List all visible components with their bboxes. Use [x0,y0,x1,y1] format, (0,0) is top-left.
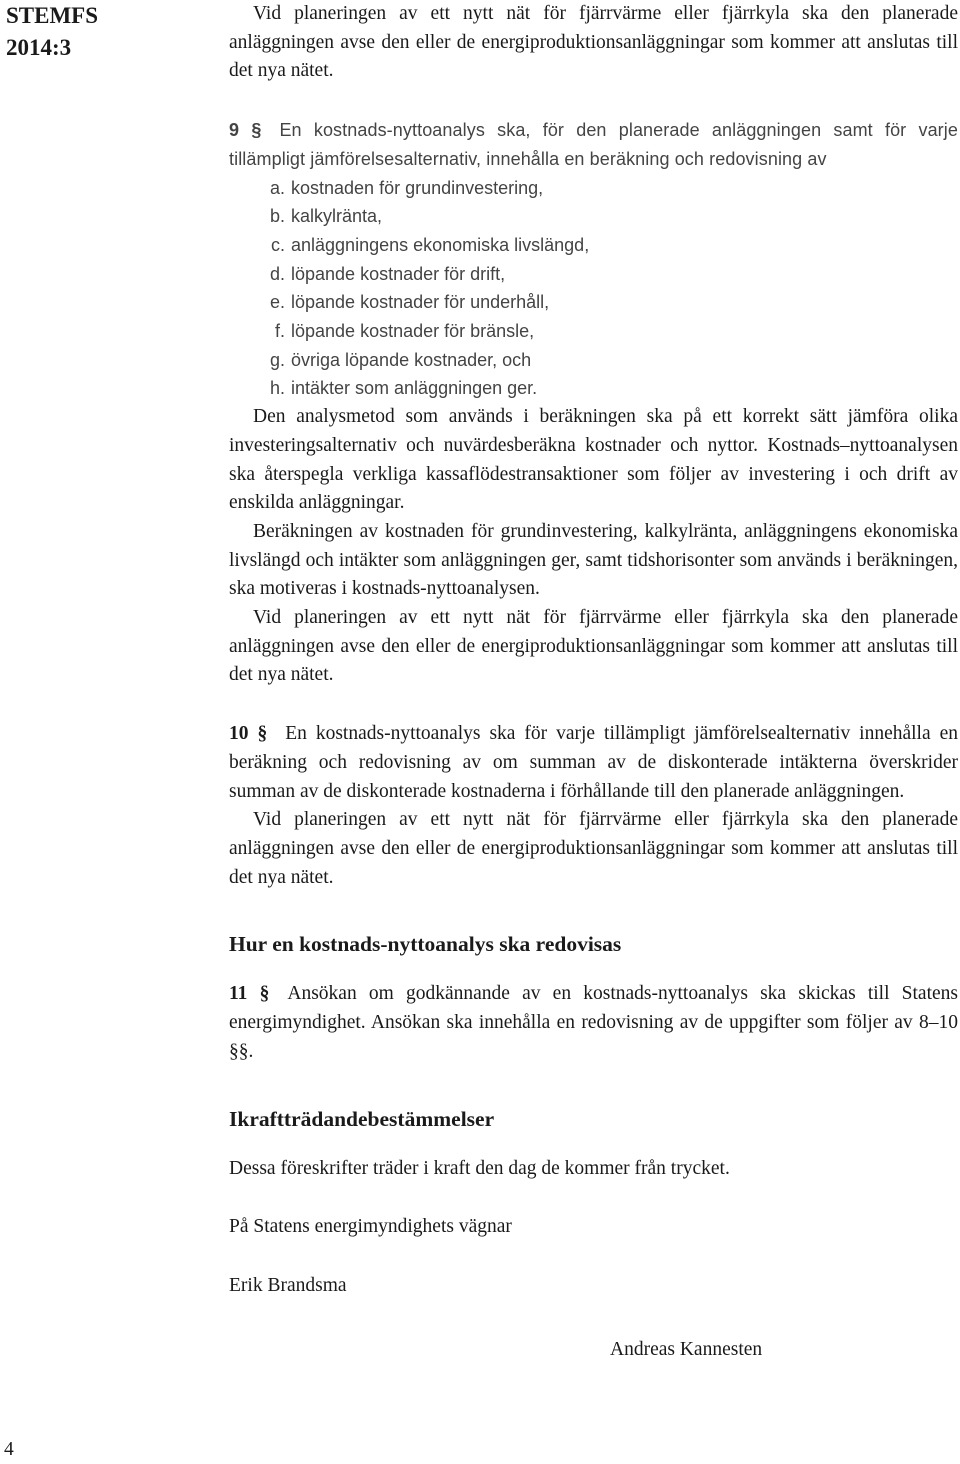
cost-item-list [229,174,958,404]
list-item: f. löpande kostnader för bränsle, [274,321,535,342]
spacer [229,1242,958,1272]
section-text: Ansökan om godkännande av en kostnads-nyttoanalys ska skickas till Statens energimyndighet. Ansökan ska innehålla en redovisning av de uppgifter som följer av 8–10 §§. [229,983,958,1062]
document-body [229,0,958,1301]
spacer [229,690,958,720]
spacer [229,1067,958,1103]
list-item: c. anläggningens ekonomiska livslängd, [270,234,590,255]
section-9-paragraph-2: Beräkningen av kostnaden för grundinvestering, kalkylränta, anläggningens ekonomiska livslängd och intäkter som anläggningen ger, samt tidshorisonter som används i beräkningen, ska motiveras i kostnads-nyttoanalysen. [229,520,958,600]
signer-2: Andreas Kannesten [610,1339,763,1360]
section-9-intro [229,116,958,173]
list-item: a. kostnaden för grundinvestering, [269,177,544,198]
section-text: En kostnads-nyttoanalys ska, för den planerade anläggningen samt för varje tillämpligt jämförelsesalternativ, innehålla en beräkning och redovisning av [229,120,958,169]
section-10-paragraph-1: Vid planeringen av ett nytt nät för fjärrvärme eller fjärrkyla ska den planerade anläggningen avse den eller de energiproduktionsanläggningar som kommer att anslutas till det nya nätet. [229,809,958,888]
spacer [229,86,958,116]
section-9-paragraph-3: Vid planeringen av ett nytt nät för fjärrvärme eller fjärrkyla ska den planerade anläggningen avse den eller de energiproduktionsanläggningar som kommer att anslutas till det nya nätet. [229,607,958,686]
spacer [229,960,958,980]
document-series-label [6,0,98,64]
section-11-intro [229,980,958,1066]
spacer [229,1183,958,1213]
list-item: e. löpande kostnader för underhåll, [269,292,550,313]
series-number: 2014:3 [6,35,72,60]
signer-1: Erik Brandsma [229,1274,347,1296]
list-item: h. intäkter som anläggningen ger. [269,378,538,399]
heading-ikraft: Ikraftträdandebestämmelser [229,1106,495,1131]
section-10-intro [229,720,958,806]
intro-paragraph: Vid planeringen av ett nytt nät för fjärrvärme eller fjärrkyla ska den planerade anläggningen avse den eller de energiproduktionsanläggningar som kommer att anslutas till det nya nätet. [229,3,958,82]
heading-redovisas: Hur en kostnads-nyttoanalys ska redovisas [229,932,622,957]
spacer [229,892,958,928]
spacer [229,1135,958,1155]
list-item: d. löpande kostnader för drift, [269,263,506,284]
section-9 [229,116,958,690]
section-text: En kostnads-nyttoanalys ska för varje tillämpligt jämförelsealternativ innehålla en beräkning och redovisning av om summan av de diskonterade intäkterna överskrider summan av de diskonterade kostnaderna i förhållande till den planerade anläggningen. [229,723,958,802]
section-number: 9 [229,120,240,141]
page-number: 4 [4,1439,14,1460]
section-number: 11 [229,983,248,1005]
section-number: 10 [229,723,249,745]
on-behalf-line: På Statens energimyndighets vägnar [229,1216,512,1238]
section-9-paragraph-1: Den analysmetod som används i beräkningen ska på ett korrekt sätt jämföra olika investeringsalternativ och nuvärdesberäkna kostnader och nyttor. Kostnads–nyttoanalysen ska återspegla verkliga kassaflödestransaktioner som följer av investering i och drift av enskilda anläggningar. [229,406,958,514]
list-item: b. kalkylränta, [269,206,383,227]
ikraft-text: Dessa föreskrifter träder i kraft den dag de kommer från trycket. [229,1157,730,1179]
list-item: g. övriga löpande kostnader, och [269,349,532,370]
section-11 [229,980,958,1066]
section-sign: § [251,120,262,141]
section-10 [229,720,958,892]
section-sign: § [259,983,270,1005]
section-sign: § [257,723,268,745]
series-name: STEMFS [6,3,99,28]
